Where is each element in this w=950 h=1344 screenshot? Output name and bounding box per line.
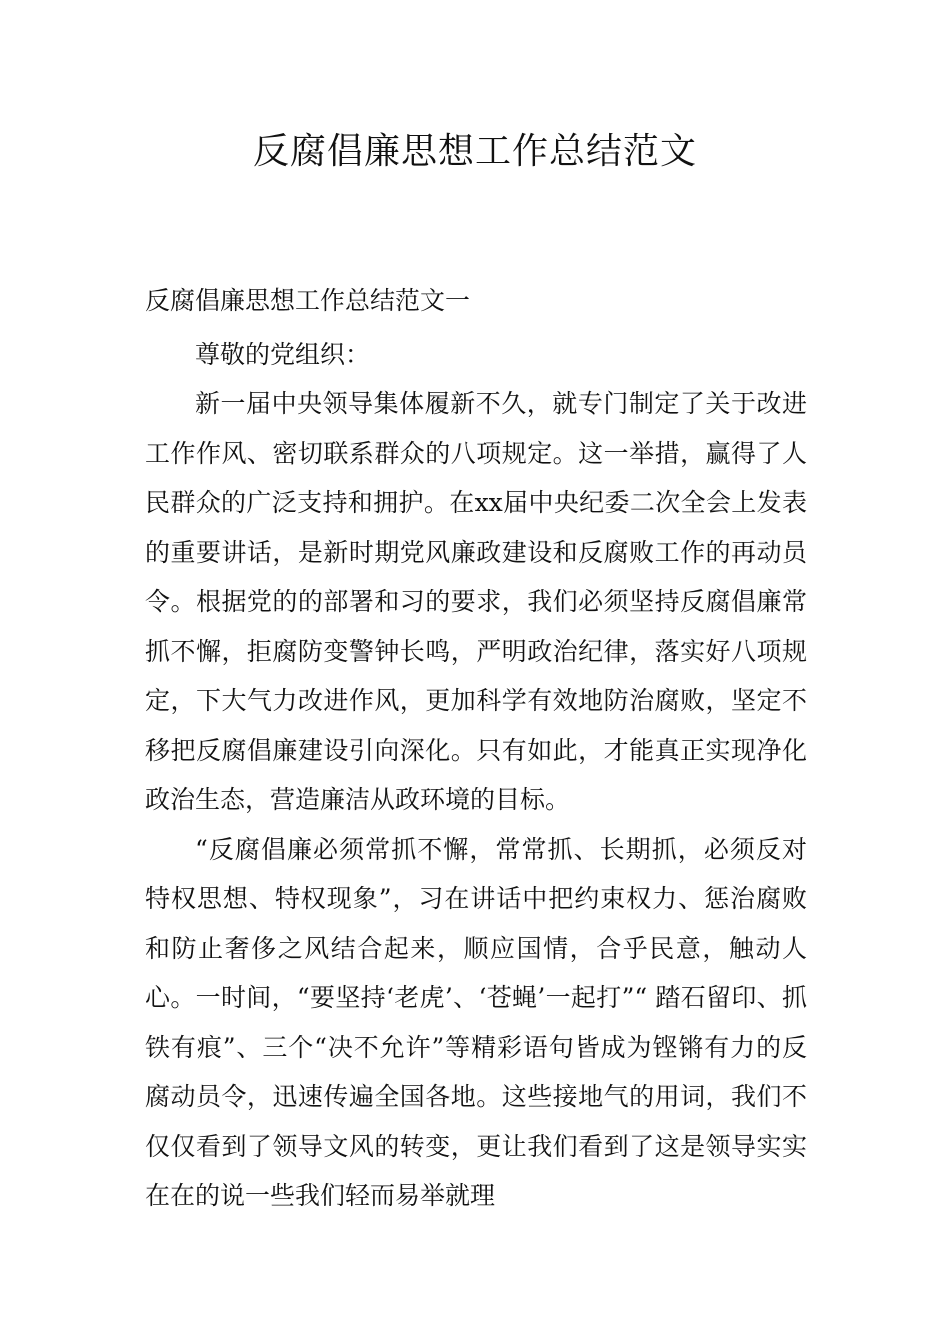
document-body — [145, 276, 807, 1221]
paragraph-2: “反腐倡廉必须常抓不懈，常常抓、长期抓，必须反对特权思想、特权现象”，习在讲话中把约束权力、惩治腐败和防止奢侈之风结合起来，顺应国情，合乎民意，触动人心。一时间，“要坚持‘老虎’、‘苍蝇’一起打”“ 踏石留印、抓铁有痕”、三个“决不允许”等精彩语句皆成为铿锵有力的反腐动员令，迅速传遍全国各地。这些接地气的用词，我们不仅仅看到了领导文风的转变，更让我们看到了这是领导实实在在的说一些我们轻而易举就理 — [145, 834, 807, 1210]
salutation: 尊敬的党组织： — [195, 339, 371, 369]
paragraph-1: 新一届中央领导集体履新不久，就专门制定了关于改进工作作风、密切联系群众的八项规定。这一举措，赢得了人民群众的广泛支持和拥护。在xx届中央纪委二次全会上发表的重要讲话，是新时期党风廉政建设和反腐败工作的再动员令。根据党的的部署和习的要求，我们必须坚持反腐倡廉常抓不懈，拒腐防变警钟长鸣，严明政治纪律，落实好八项规定，下大气力改进作风，更加科学有效地防治腐败，坚定不移把反腐倡廉建设引向深化。只有如此，才能真正实现净化政治生态，营造廉洁从政环境的目标。 — [145, 389, 807, 814]
document-title: 反腐倡廉思想工作总结范文 — [252, 131, 697, 172]
section-heading: 反腐倡廉思想工作总结范文一 — [145, 286, 471, 315]
